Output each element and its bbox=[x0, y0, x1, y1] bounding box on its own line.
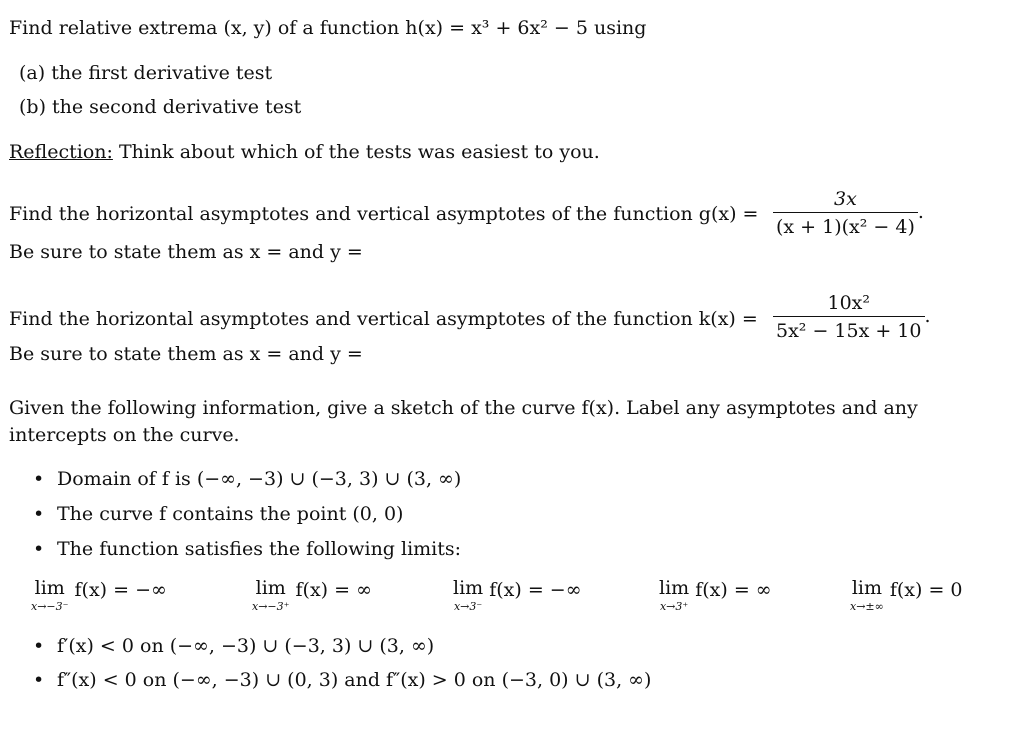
problem3-period: . bbox=[924, 305, 931, 327]
limit-1-lim: lim bbox=[34, 577, 65, 599]
bullet-point: • The curve f contains the point (0, 0) bbox=[57, 503, 403, 525]
problem2-fraction bbox=[773, 188, 924, 238]
problem3-intro: Find the horizontal asymptotes and vertical asymptotes of the function k(x) = bbox=[9, 308, 758, 330]
problem2-period: . bbox=[917, 201, 924, 223]
limit-1 bbox=[31, 579, 167, 612]
limit-3 bbox=[453, 579, 582, 612]
limit-4-sub: x→3⁺ bbox=[659, 600, 689, 613]
bullet-second-derivative: • f″(x) < 0 on (−∞, −3) ∪ (0, 3) and f″(x) > 0 on (−3, 0) ∪ (3, ∞) bbox=[57, 669, 651, 691]
problem4-intro-line1: Given the following information, give a sketch of the curve f(x). Label any asymptotes and any bbox=[9, 397, 918, 419]
problem2-numerator: 3x bbox=[834, 188, 857, 210]
reflection-text: Think about which of the tests was easiest to you. bbox=[112, 141, 600, 163]
limit-3-lim: lim bbox=[453, 577, 484, 599]
bullet-limits: • The function satisfies the following limits: bbox=[57, 538, 461, 560]
limit-5-sub: x→±∞ bbox=[850, 600, 884, 613]
problem2-state: Be sure to state them as x = and y = bbox=[9, 241, 363, 263]
limit-2 bbox=[252, 579, 372, 612]
problem3-state: Be sure to state them as x = and y = bbox=[9, 343, 363, 365]
problem1-part-b: (b) the second derivative test bbox=[19, 96, 302, 118]
limit-5-lim: lim bbox=[851, 577, 882, 599]
problem3-fraction bbox=[773, 292, 931, 342]
problem3-numerator: 10x² bbox=[827, 292, 870, 314]
limit-4-expr: f(x) = ∞ bbox=[695, 579, 772, 601]
limit-3-expr: f(x) = −∞ bbox=[489, 579, 582, 601]
reflection-line bbox=[9, 141, 600, 163]
limit-3-sub: x→3⁻ bbox=[453, 600, 483, 613]
problem1-intro: Find relative extrema (x, y) of a function h(x) = x³ + 6x² − 5 using bbox=[9, 17, 647, 39]
problem2-intro: Find the horizontal asymptotes and vertical asymptotes of the function g(x) = bbox=[9, 203, 759, 225]
limit-5-expr: f(x) = 0 bbox=[889, 579, 963, 601]
limit-2-lim: lim bbox=[255, 577, 286, 599]
limit-1-sub: x→−3⁻ bbox=[31, 600, 69, 613]
limit-5 bbox=[850, 579, 963, 612]
limit-4-lim: lim bbox=[659, 577, 690, 599]
problem4-intro-line2: intercepts on the curve. bbox=[9, 424, 240, 446]
reflection-label: Reflection: bbox=[9, 141, 113, 163]
bullet-first-derivative: • f′(x) < 0 on (−∞, −3) ∪ (−3, 3) ∪ (3, ∞) bbox=[57, 635, 434, 657]
limit-1-expr: f(x) = −∞ bbox=[74, 579, 167, 601]
limit-4 bbox=[659, 579, 772, 612]
problem2-denominator: (x + 1)(x² − 4) bbox=[773, 212, 918, 238]
limit-2-sub: x→−3⁺ bbox=[252, 600, 290, 613]
problem1-part-a: (a) the first derivative test bbox=[19, 62, 273, 84]
bullet-domain: • Domain of f is (−∞, −3) ∪ (−3, 3) ∪ (3, ∞) bbox=[57, 468, 461, 490]
limit-2-expr: f(x) = ∞ bbox=[295, 579, 372, 601]
problem3-denominator: 5x² − 15x + 10 bbox=[773, 316, 925, 342]
